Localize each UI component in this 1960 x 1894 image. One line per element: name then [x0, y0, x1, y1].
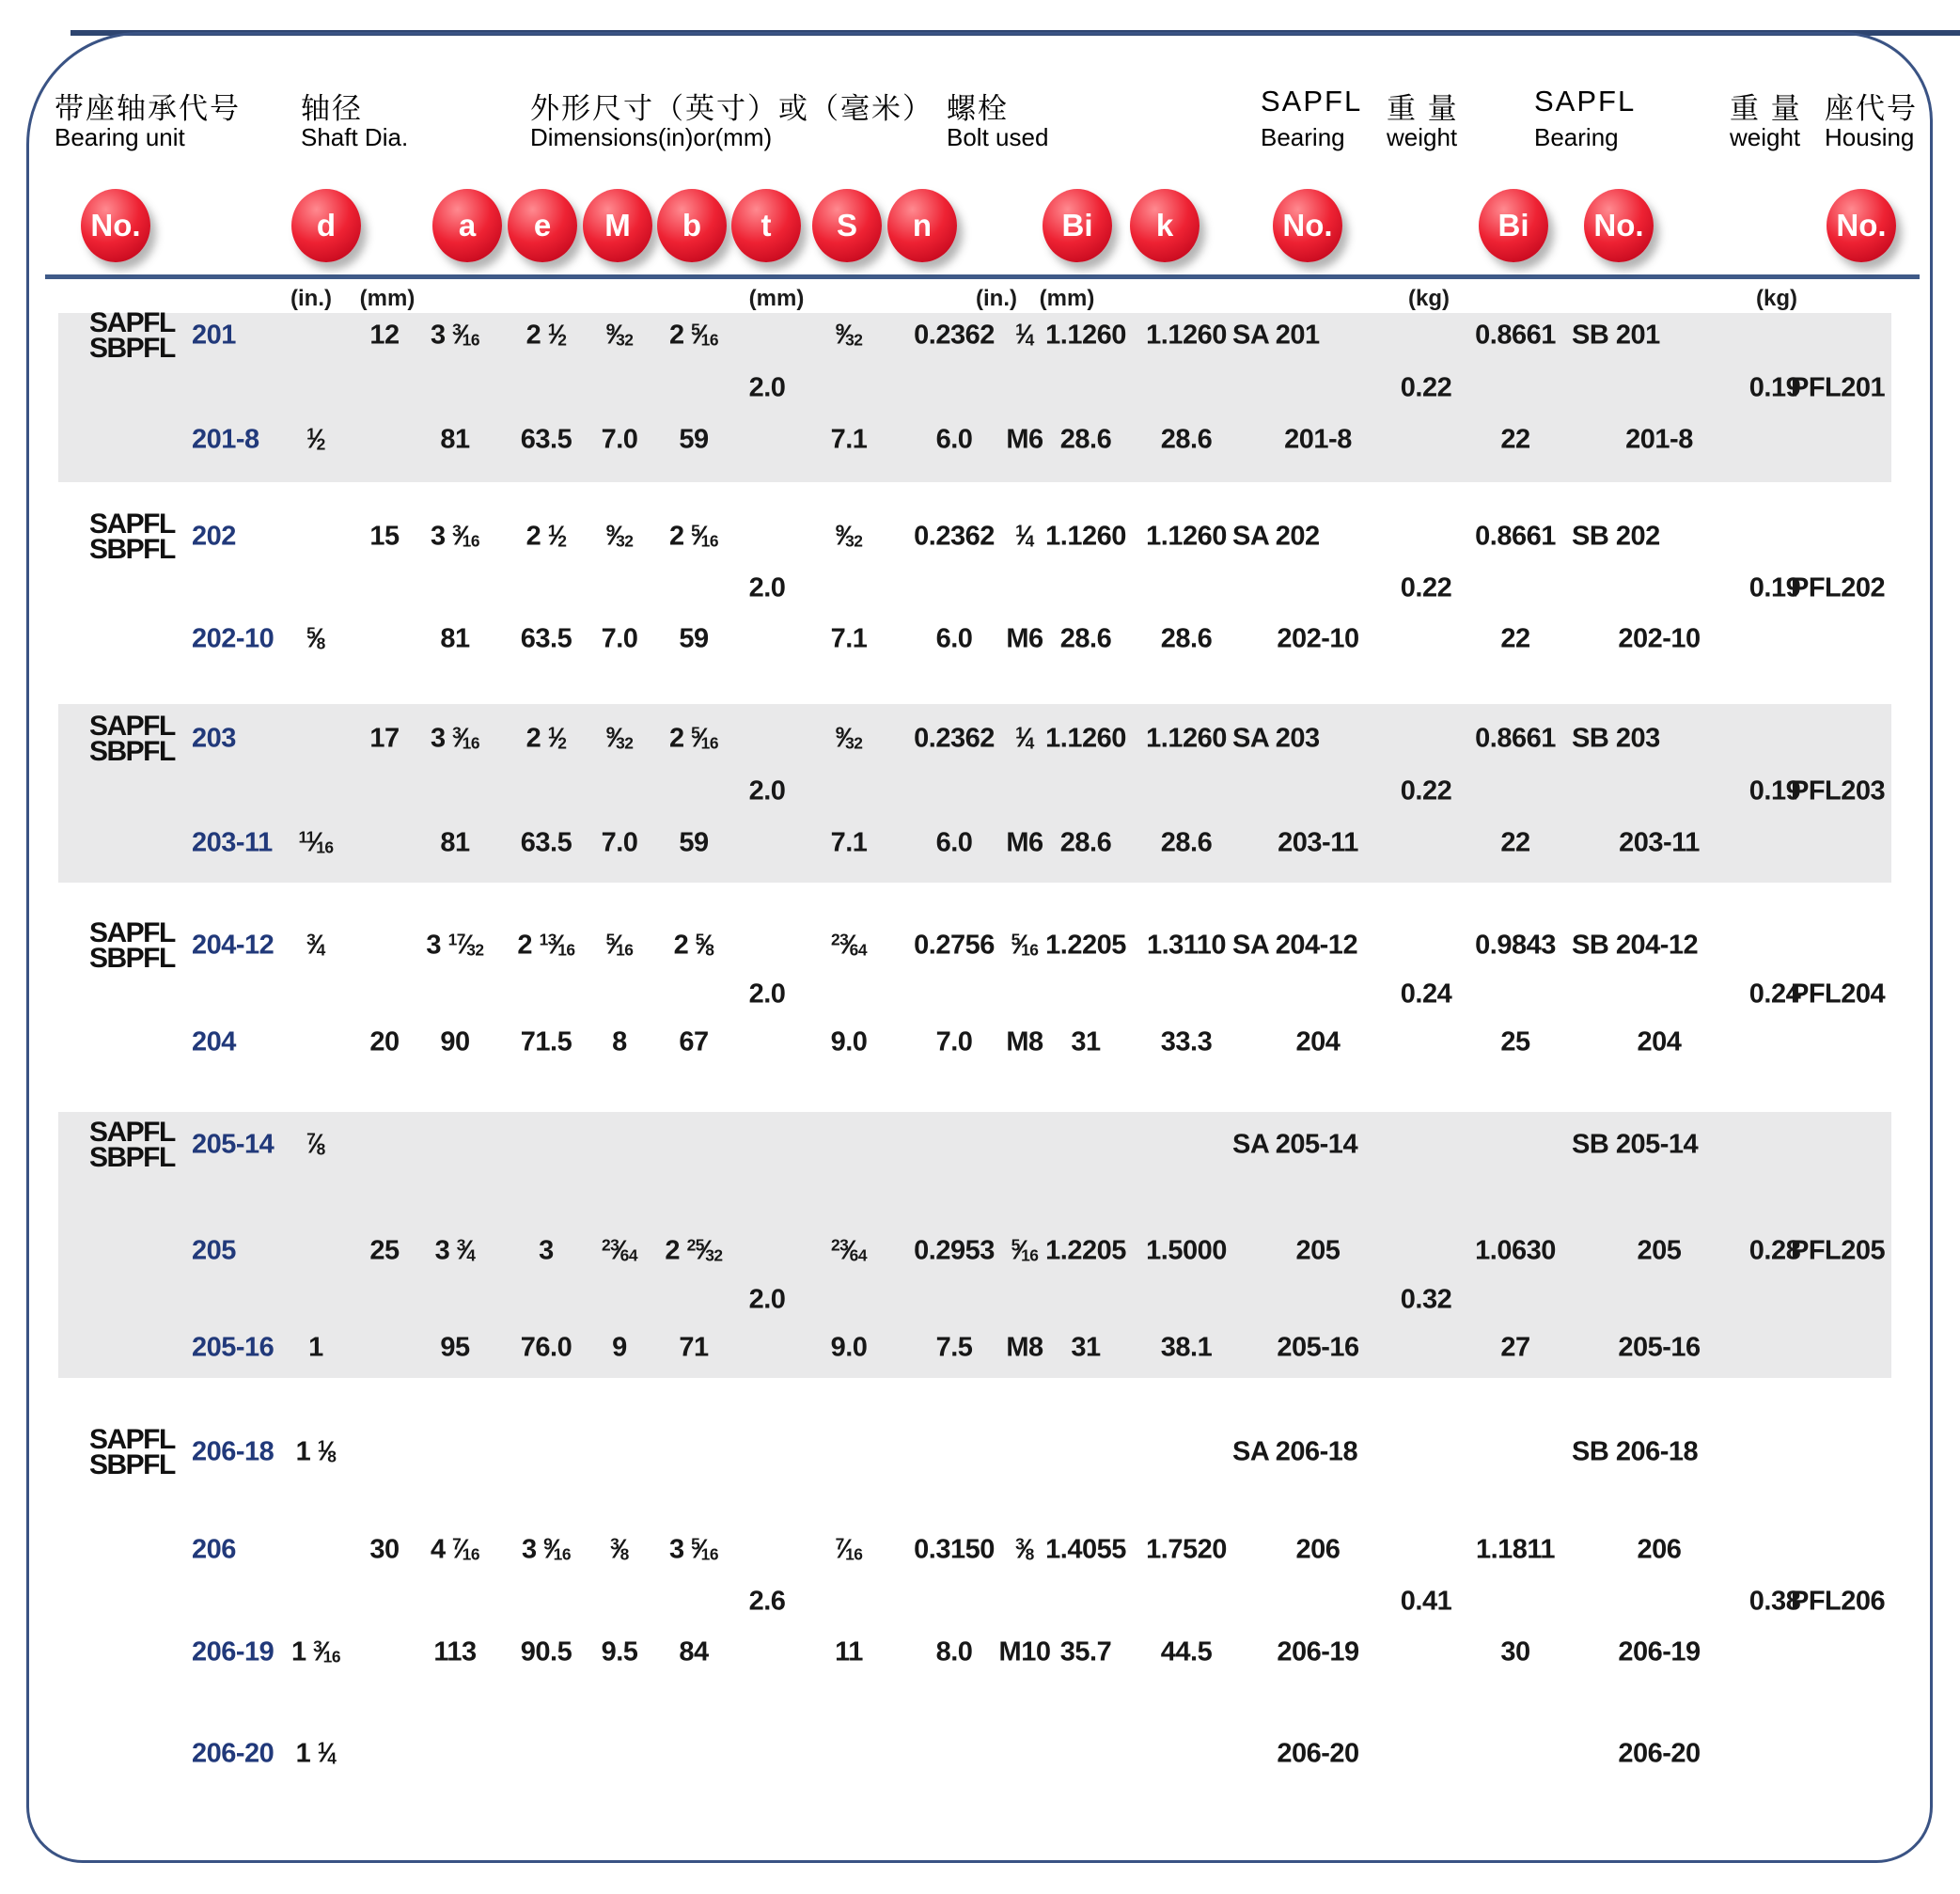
cell-nf: $^1⁄_4$: [1015, 723, 1034, 754]
cell-k: 38.1: [1160, 1332, 1213, 1363]
cell-t: 2.0: [748, 978, 786, 1010]
cell-no1: SA 203: [1232, 723, 1320, 754]
cell-a: 4 $^7⁄_{16}$: [430, 1534, 480, 1565]
cell-e: 76.0: [520, 1332, 572, 1363]
cell-no1: 205: [1295, 1235, 1341, 1266]
cell-b: 2 $^5⁄_8$: [673, 930, 714, 961]
cell-w1: 0.32: [1400, 1284, 1452, 1315]
cell-k: 1.1260: [1146, 320, 1227, 351]
cell-nf: $^1⁄_4$: [1015, 521, 1034, 552]
cell-S: 9.0: [830, 1332, 868, 1363]
cell-a: 113: [433, 1636, 477, 1667]
cell-d_in: $^1⁄_2$: [306, 424, 325, 455]
row-label: 202-10: [192, 623, 274, 654]
cell-w2: 0.19: [1748, 372, 1801, 403]
row-label: 201: [192, 320, 236, 351]
row-label: 206: [192, 1534, 236, 1565]
cell-nf: M8: [1006, 1026, 1043, 1057]
cell-a: 81: [440, 623, 470, 654]
cell-M: 8: [612, 1026, 627, 1057]
cell-M: 7.0: [601, 827, 638, 858]
cell-e: 71.5: [520, 1026, 572, 1057]
row-label: 204-12: [192, 930, 274, 961]
row-label: 205-14: [192, 1129, 274, 1160]
cell-Bi: 28.6: [1059, 827, 1112, 858]
cell-Bi2: 22: [1500, 424, 1530, 455]
cell-Bi: 28.6: [1059, 623, 1112, 654]
cell-w2: 0.19: [1748, 572, 1801, 603]
cell-Bi: 1.2205: [1045, 930, 1126, 961]
cell-no2: 202-10: [1618, 623, 1701, 654]
cell-S: 9.0: [830, 1026, 868, 1057]
cell-n: 0.2362: [914, 521, 995, 552]
cell-no2: SB 205-14: [1572, 1129, 1699, 1160]
cell-n: 8.0: [935, 1636, 973, 1667]
cell-no2: 201-8: [1625, 424, 1693, 455]
cell-n: 0.2362: [914, 723, 995, 754]
cell-w1: 0.22: [1400, 775, 1452, 806]
cell-hs: PFL204: [1791, 978, 1886, 1010]
cell-hs: PFL202: [1791, 572, 1886, 603]
cell-nf: $^1⁄_4$: [1015, 320, 1034, 351]
cell-n: 7.0: [935, 1026, 973, 1057]
cell-n: 6.0: [935, 424, 973, 455]
cell-nf: M6: [1006, 424, 1043, 455]
header-housing-zh: 座代号: [1825, 92, 1918, 125]
cell-w1: 0.22: [1400, 572, 1452, 603]
cell-n: 0.3150: [914, 1534, 995, 1565]
cell-no1: SA 201: [1232, 320, 1320, 351]
cell-Bi2: 0.9843: [1475, 930, 1556, 961]
cell-b: 2 $^{25}⁄_{32}$: [665, 1235, 723, 1266]
unit-label: (in.): [290, 286, 332, 311]
cell-nf: $^5⁄_{16}$: [1011, 1235, 1039, 1266]
cell-d_mm: 12: [369, 320, 400, 351]
cell-no1: 203-11: [1278, 827, 1358, 858]
column-badge-k-10: k: [1130, 189, 1200, 262]
cell-e: 63.5: [520, 827, 572, 858]
cell-k: 28.6: [1160, 827, 1213, 858]
cell-no1: 206-20: [1277, 1738, 1359, 1769]
cell-w1: 0.22: [1400, 372, 1452, 403]
cell-Bi2: 1.0630: [1475, 1235, 1556, 1266]
cell-M: $^9⁄_{32}$: [605, 723, 634, 754]
cell-b: 3 $^5⁄_{16}$: [668, 1534, 719, 1565]
cell-M: 9.5: [601, 1636, 638, 1667]
cell-Bi: 1.2205: [1045, 1235, 1126, 1266]
cell-M: 7.0: [601, 623, 638, 654]
cell-t: 2.6: [748, 1586, 786, 1617]
cell-no1: SA 202: [1232, 521, 1320, 552]
cell-n: 7.5: [935, 1332, 973, 1363]
cell-M: $^{23}⁄_{64}$: [601, 1235, 638, 1266]
header-bolt-used-zh: 螺栓: [947, 92, 1009, 125]
cell-n: 0.2362: [914, 320, 995, 351]
unit-label: (mm): [359, 286, 416, 311]
cell-M: $^9⁄_{32}$: [605, 320, 634, 351]
header-sapfl-bearing-1-zh: SAPFL: [1261, 85, 1363, 117]
series-prefix: SAPFL SBPFL: [89, 307, 175, 364]
table-header-rule: [45, 274, 1920, 279]
cell-a: 81: [440, 827, 470, 858]
cell-no2: SB 204-12: [1572, 930, 1699, 961]
cell-no1: 202-10: [1277, 623, 1359, 654]
cell-w2: 0.38: [1748, 1586, 1801, 1617]
cell-d_in: 1: [308, 1332, 323, 1363]
cell-k: 1.7520: [1146, 1534, 1227, 1565]
cell-k: 1.3110: [1146, 930, 1227, 961]
cell-b: 2 $^5⁄_{16}$: [668, 521, 719, 552]
cell-d_mm: 20: [369, 1026, 400, 1057]
cell-b: 59: [679, 623, 709, 654]
row-label: 206-18: [192, 1436, 274, 1467]
cell-w1: 0.24: [1400, 978, 1452, 1010]
header-sapfl-bearing-1-en: Bearing: [1261, 123, 1345, 151]
cell-b: 2 $^5⁄_{16}$: [668, 723, 719, 754]
row-label: 206-20: [192, 1738, 274, 1769]
cell-Bi2: 0.8661: [1475, 521, 1556, 552]
column-badge-bi-12: Bi: [1479, 189, 1548, 262]
column-badge-s-7: S: [812, 189, 882, 262]
cell-M: $^5⁄_{16}$: [605, 930, 634, 961]
row-label: 204: [192, 1026, 236, 1057]
cell-b: 67: [679, 1026, 709, 1057]
cell-n: 0.2953: [914, 1235, 995, 1266]
cell-Bi2: 27: [1500, 1332, 1530, 1363]
cell-d_in: $^3⁄_4$: [306, 930, 325, 961]
cell-t: 2.0: [748, 372, 786, 403]
cell-Bi: 1.1260: [1045, 521, 1126, 552]
cell-S: $^{23}⁄_{64}$: [830, 930, 868, 961]
cell-Bi: 35.7: [1059, 1636, 1112, 1667]
cell-Bi: 1.1260: [1045, 320, 1126, 351]
cell-k: 28.6: [1160, 623, 1213, 654]
cell-w1: 0.41: [1400, 1586, 1452, 1617]
cell-d_in: $^7⁄_8$: [306, 1129, 325, 1160]
cell-k: 1.1260: [1146, 723, 1227, 754]
cell-S: 11: [835, 1636, 863, 1667]
cell-S: $^9⁄_{32}$: [835, 320, 863, 351]
column-badge-d-1: d: [291, 189, 361, 262]
cell-Bi: 1.4055: [1045, 1534, 1126, 1565]
cell-no2: 206-19: [1618, 1636, 1701, 1667]
row-label: 205-16: [192, 1332, 274, 1363]
cell-e: 63.5: [520, 623, 572, 654]
cell-a: 3 $^3⁄_{16}$: [430, 521, 480, 552]
cell-no2: SB 206-18: [1572, 1436, 1699, 1467]
cell-Bi2: 0.8661: [1475, 723, 1556, 754]
cell-hs: PFL206: [1791, 1586, 1886, 1617]
cell-no1: 201-8: [1284, 424, 1352, 455]
cell-Bi2: 30: [1500, 1636, 1530, 1667]
cell-M: 9: [612, 1332, 627, 1363]
cell-nf: $^5⁄_{16}$: [1011, 930, 1039, 961]
cell-Bi2: 0.8661: [1475, 320, 1556, 351]
cell-w2: 0.24: [1748, 978, 1801, 1010]
header-weight-1-en: weight: [1387, 123, 1458, 151]
column-badge-n-8: n: [887, 189, 957, 262]
cell-M: $^9⁄_{32}$: [605, 521, 634, 552]
cell-d_in: 1 $^1⁄_4$: [295, 1738, 337, 1769]
header-bolt-used-en: Bolt used: [947, 123, 1049, 151]
unit-label: (kg): [1756, 286, 1797, 311]
cell-a: 3 $^{17}⁄_{32}$: [426, 930, 484, 961]
cell-S: 7.1: [830, 623, 868, 654]
header-sapfl-bearing-2-en: Bearing: [1534, 123, 1619, 151]
column-badge-no-11: No.: [1273, 189, 1342, 262]
cell-Bi2: 22: [1500, 827, 1530, 858]
column-badge-m-4: M: [583, 189, 652, 262]
cell-Bi2: 1.1811: [1475, 1534, 1556, 1565]
row-label: 202: [192, 521, 236, 552]
cell-nf: M8: [1006, 1332, 1043, 1363]
cell-no2: 206: [1637, 1534, 1682, 1565]
cell-no1: SA 204-12: [1232, 930, 1358, 961]
cell-no1: 206-19: [1277, 1636, 1359, 1667]
cell-no2: SB 203: [1572, 723, 1660, 754]
cell-d_in: $^5⁄_8$: [306, 623, 325, 654]
cell-n: 6.0: [935, 623, 973, 654]
cell-no2: 205-16: [1618, 1332, 1701, 1363]
cell-no2: SB 202: [1572, 521, 1660, 552]
cell-Bi2: 25: [1500, 1026, 1530, 1057]
unit-label: (mm): [1039, 286, 1095, 311]
cell-n: 0.2756: [914, 930, 995, 961]
cell-e: 2 $^1⁄_2$: [525, 521, 567, 552]
cell-a: 81: [440, 424, 470, 455]
cell-nf: M6: [1006, 623, 1043, 654]
cell-k: 28.6: [1160, 424, 1213, 455]
cell-a: 90: [440, 1026, 470, 1057]
cell-e: 3: [539, 1235, 554, 1266]
cell-no2: 206-20: [1618, 1738, 1701, 1769]
cell-d_mm: 17: [369, 723, 400, 754]
cell-S: $^9⁄_{32}$: [835, 723, 863, 754]
header-weight-2-zh: 重 量: [1730, 92, 1802, 125]
series-prefix: SAPFL SBPFL: [89, 509, 175, 565]
cell-M: 7.0: [601, 424, 638, 455]
column-badge-e-3: e: [508, 189, 577, 262]
cell-b: 59: [679, 424, 709, 455]
cell-b: 2 $^5⁄_{16}$: [668, 320, 719, 351]
unit-label: (mm): [748, 286, 805, 311]
cell-e: 63.5: [520, 424, 572, 455]
row-label: 201-8: [192, 424, 259, 455]
cell-no1: SA 205-14: [1232, 1129, 1358, 1160]
header-weight-2-en: weight: [1730, 123, 1801, 151]
column-badge-a-2: a: [432, 189, 502, 262]
header-shaft-dia-zh: 轴径: [301, 92, 363, 125]
column-badge-b-5: b: [657, 189, 727, 262]
cell-d_mm: 30: [369, 1534, 400, 1565]
cell-d_mm: 15: [369, 521, 400, 552]
series-prefix: SAPFL SBPFL: [89, 711, 175, 767]
cell-Bi: 31: [1071, 1332, 1101, 1363]
column-badge-no-13: No.: [1584, 189, 1654, 262]
cell-nf: $^3⁄_8$: [1015, 1534, 1034, 1565]
cell-t: 2.0: [748, 775, 786, 806]
column-badge-no-0: No.: [81, 189, 150, 262]
cell-no1: 204: [1295, 1026, 1341, 1057]
cell-b: 84: [679, 1636, 709, 1667]
cell-no2: 205: [1637, 1235, 1682, 1266]
series-prefix: SAPFL SBPFL: [89, 1117, 175, 1173]
cell-S: $^9⁄_{32}$: [835, 521, 863, 552]
header-dimensions-en: Dimensions(in)or(mm): [530, 123, 773, 151]
header-sapfl-bearing-2-zh: SAPFL: [1534, 85, 1637, 117]
cell-b: 59: [679, 827, 709, 858]
cell-w2: 0.28: [1748, 1235, 1801, 1266]
cell-no2: 204: [1637, 1026, 1682, 1057]
cell-d_in: 1 $^1⁄_8$: [295, 1436, 337, 1467]
cell-S: $^{23}⁄_{64}$: [830, 1235, 868, 1266]
cell-n: 6.0: [935, 827, 973, 858]
cell-hs: PFL201: [1791, 372, 1886, 403]
cell-k: 1.5000: [1146, 1235, 1227, 1266]
cell-a: 3 $^3⁄_{16}$: [430, 320, 480, 351]
cell-nf: M10: [998, 1636, 1051, 1667]
cell-e: 3 $^9⁄_{16}$: [521, 1534, 572, 1565]
cell-hs: PFL205: [1791, 1235, 1886, 1266]
cell-hs: PFL203: [1791, 775, 1886, 806]
cell-no2: 203-11: [1619, 827, 1700, 858]
cell-a: 3 $^3⁄_{16}$: [430, 723, 480, 754]
cell-e: 2 $^{13}⁄_{16}$: [517, 930, 575, 961]
series-prefix: SAPFL SBPFL: [89, 917, 175, 974]
row-label: 203: [192, 723, 236, 754]
column-badge-bi-9: Bi: [1043, 189, 1112, 262]
cell-b: 71: [679, 1332, 709, 1363]
cell-t: 2.0: [748, 1284, 786, 1315]
cell-a: 95: [440, 1332, 470, 1363]
cell-e: 90.5: [520, 1636, 572, 1667]
header-weight-1-zh: 重 量: [1387, 92, 1459, 125]
cell-S: $^7⁄_{16}$: [835, 1534, 863, 1565]
header-bearing-unit-zh: 带座轴承代号: [55, 92, 241, 125]
cell-e: 2 $^1⁄_2$: [525, 723, 567, 754]
cell-no1: 206: [1295, 1534, 1341, 1565]
cell-no1: 205-16: [1277, 1332, 1359, 1363]
cell-no1: SA 206-18: [1232, 1436, 1358, 1467]
cell-no2: SB 201: [1572, 320, 1660, 351]
cell-Bi: 28.6: [1059, 424, 1112, 455]
cell-Bi: 1.1260: [1045, 723, 1126, 754]
cell-d_mm: 25: [369, 1235, 400, 1266]
series-prefix: SAPFL SBPFL: [89, 1424, 175, 1480]
header-shaft-dia-en: Shaft Dia.: [301, 123, 409, 151]
cell-k: 33.3: [1160, 1026, 1213, 1057]
cell-k: 44.5: [1160, 1636, 1213, 1667]
cell-nf: M6: [1006, 827, 1043, 858]
row-label: 203-11: [192, 827, 273, 858]
cell-Bi: 31: [1071, 1026, 1101, 1057]
column-badge-t-6: t: [731, 189, 801, 262]
header-dimensions-zh: 外形尺寸（英寸）或（毫米）: [530, 92, 933, 125]
unit-label: (in.): [976, 286, 1017, 311]
cell-S: 7.1: [830, 827, 868, 858]
header-housing-en: Housing: [1825, 123, 1915, 151]
cell-S: 7.1: [830, 424, 868, 455]
cell-t: 2.0: [748, 572, 786, 603]
header-bearing-unit-en: Bearing unit: [55, 123, 185, 151]
column-badge-no-14: No.: [1827, 189, 1896, 262]
cell-d_in: $^{11}⁄_{16}$: [298, 827, 334, 858]
cell-w2: 0.19: [1748, 775, 1801, 806]
cell-M: $^3⁄_8$: [610, 1534, 629, 1565]
unit-label: (kg): [1408, 286, 1450, 311]
row-label: 205: [192, 1235, 236, 1266]
cell-k: 1.1260: [1146, 521, 1227, 552]
cell-e: 2 $^1⁄_2$: [525, 320, 567, 351]
cell-Bi2: 22: [1500, 623, 1530, 654]
row-label: 206-19: [192, 1636, 274, 1667]
cell-d_in: 1 $^3⁄_{16}$: [290, 1636, 341, 1667]
cell-a: 3 $^3⁄_4$: [434, 1235, 476, 1266]
